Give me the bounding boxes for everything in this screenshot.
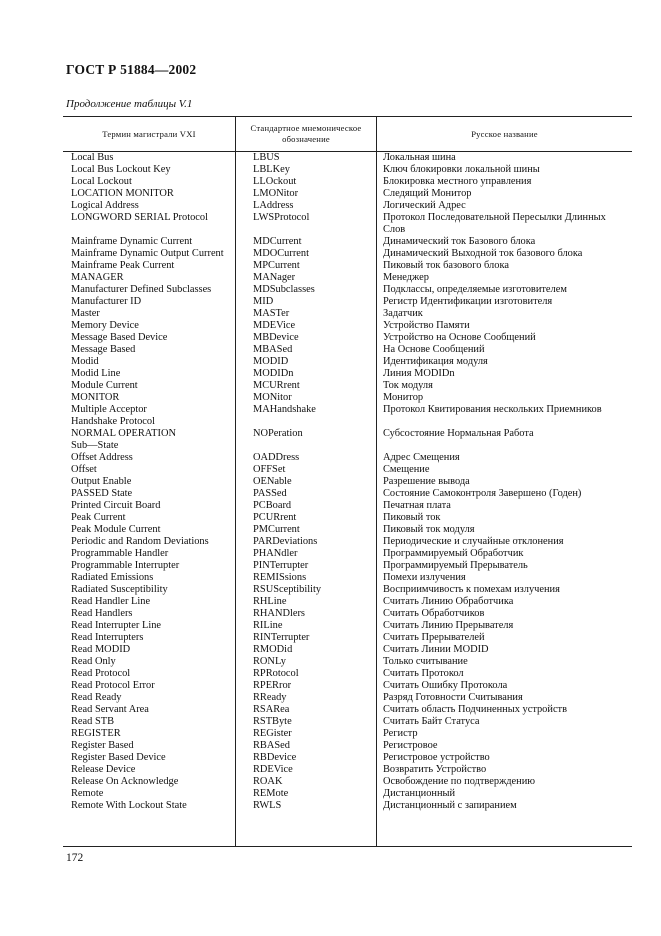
mnemonic-cell: MDEVice [253,320,296,331]
table-row [63,308,632,320]
term-cell: Radiated Susceptibility [71,584,168,595]
table-row [63,536,632,548]
term-cell: Mainframe Dynamic Current [71,236,193,247]
russian-cell: Регистр [383,728,418,739]
term-cell: Output Enable [71,476,132,487]
table-row [63,284,632,296]
russian-cell: Дистанционный [383,788,456,799]
mnemonic-cell: RSUSceptibility [253,584,322,595]
table-row [63,644,632,656]
table-row [63,452,632,464]
russian-cell: Динамический ток Базового блока [383,236,536,247]
term-cell: Peak Module Current [71,524,161,535]
term-cell: Modid Line [71,368,121,379]
table-row [63,560,632,572]
table-row [63,164,632,176]
mnemonic-cell: MDSubclasses [253,284,315,295]
table-row [63,524,632,536]
russian-cell: Помехи излучения [383,572,466,583]
mnemonic-cell: LBLKey [253,164,290,175]
term-cell: Peak Current [71,512,126,523]
table-row [63,548,632,560]
mnemonic-cell: OADDress [253,452,300,463]
terms-table [63,116,632,847]
table-row [63,608,632,620]
russian-cell: Только считывание [383,656,468,667]
column-header-mnemonic: Стандартное мнемоническое обозначение [250,123,362,144]
mnemonic-cell: MONitor [253,392,292,403]
term-cell: Offset Address [71,452,133,463]
mnemonic-cell: LWSProtocol [253,212,310,223]
russian-cell: Регистровое устройство [383,752,490,763]
mnemonic-cell: RBASed [253,740,290,751]
term-cell: Printed Circuit Board [71,500,161,511]
term-cell: Read Interrupters [71,632,144,643]
mnemonic-cell: RMODid [253,644,293,655]
table-row [63,668,632,680]
mnemonic-cell: PASSed [253,488,287,499]
russian-cell: Пиковый ток [383,512,441,523]
russian-cell: Смещение [383,464,430,475]
term-cell: Read Handler Line [71,596,151,607]
russian-cell: Динамический Выходной ток базового блока [383,248,583,259]
russian-cell: Считать Линию Прерывателя [383,620,514,631]
russian-cell: Устройство Памяти [383,320,470,331]
table-row [63,692,632,704]
term-cell: Message Based Device [71,332,168,343]
table-row [63,776,632,788]
term-cell: MONITOR [71,392,120,403]
term-cell: Manufacturer Defined Subclasses [71,284,212,295]
russian-cell: Возвратить Устройство [383,764,487,775]
table-row [63,200,632,212]
term-cell: Read MODID [71,644,131,655]
russian-cell: Считать область Подчиненных устройств [383,704,568,715]
table-row [63,152,632,164]
mnemonic-cell: RReady [253,692,287,703]
russian-cell: Ключ блокировки локальной шины [383,164,540,175]
term-cell: Local Lockout [71,176,132,187]
russian-cell: Адрес Смещения [383,452,460,463]
mnemonic-cell: MCURrent [253,380,300,391]
term-cell: Logical Address [71,200,139,211]
table-row [63,176,632,188]
term-cell: Memory Device [71,320,139,331]
term-cell: Programmable Interrupter [71,560,180,571]
mnemonic-cell: MPCurrent [253,260,300,271]
russian-cell: Восприимчивость к помехам излучения [383,584,560,595]
mnemonic-cell: RDEVice [253,764,293,775]
russian-cell: Менеджер [383,272,429,283]
mnemonic-cell: RONLy [253,656,286,667]
column-header-term: Термин магистрали VXI [102,128,196,139]
term-cell: NORMAL OPERATION Sub—State [71,428,176,451]
russian-cell: Устройство на Основе Сообщений [383,332,536,343]
term-cell: Periodic and Random Deviations [71,536,209,547]
mnemonic-cell: MODID [253,356,289,367]
mnemonic-cell: OFFSet [253,464,286,475]
term-cell: Mainframe Peak Current [71,260,175,271]
table-row [63,572,632,584]
table-row [63,368,632,380]
term-cell: Read Ready [71,692,122,703]
table-row [63,272,632,284]
table-row [63,500,632,512]
table-row [63,404,632,428]
mnemonic-cell: LMONitor [253,188,299,199]
term-cell: Release Device [71,764,136,775]
term-cell: Read Handlers [71,608,133,619]
russian-cell: Блокировка местного управления [383,176,532,187]
standard-title: ГОСТ Р 51884—2002 [66,62,197,77]
mnemonic-cell: MBDevice [253,332,299,343]
term-cell: REGISTER [71,728,121,739]
mnemonic-cell: RHANDlers [253,608,305,619]
mnemonic-cell: PINTerrupter [253,560,309,571]
russian-cell: Монитор [383,392,424,403]
mnemonic-cell: PCURrent [253,512,297,523]
term-cell: Read STB [71,716,115,727]
mnemonic-cell: PCBoard [253,500,292,511]
russian-cell: Считать Ошибку Протокола [383,680,508,691]
table-row [63,320,632,332]
table-row [63,512,632,524]
mnemonic-cell: REGister [253,728,292,739]
table-row [63,428,632,452]
table-row [63,392,632,404]
mnemonic-cell: REMISsions [253,572,307,583]
table-row [63,740,632,752]
russian-cell: Субсостояние Нормальная Работа [383,428,534,439]
russian-cell: Считать Обработчиков [383,608,485,619]
russian-cell: Идентификация модуля [383,356,488,367]
table-row [63,344,632,356]
mnemonic-cell: MANager [253,272,296,283]
russian-cell: Считать Прерывателей [383,632,485,643]
russian-cell: Пиковый ток базового блока [383,260,509,271]
term-cell: Local Bus [71,152,114,163]
mnemonic-cell: MDOCurrent [253,248,309,259]
term-cell: Offset [71,464,97,475]
table-row [63,188,632,200]
term-cell: Read Interrupter Line [71,620,162,631]
table-row [63,728,632,740]
mnemonic-cell: PARDeviations [253,536,318,547]
term-cell: Modid [71,356,99,367]
term-cell: MANAGER [71,272,124,283]
mnemonic-cell: NOPeration [253,428,303,439]
term-cell: Read Protocol [71,668,131,679]
table-row [63,236,632,248]
term-cell: Register Based Device [71,752,166,763]
term-cell: Module Current [71,380,138,391]
russian-cell: Подклассы, определяемые изготовителем [383,284,567,295]
russian-cell: Разряд Готовности Считывания [383,692,523,703]
russian-cell: Логический Адрес [383,200,466,211]
table-row [63,296,632,308]
term-cell: LOCATION MONITOR [71,188,174,199]
table-row [63,764,632,776]
table-row [63,464,632,476]
table-row [63,788,632,800]
table-row [63,620,632,632]
table-row [63,260,632,272]
table-row [63,596,632,608]
table-row [63,656,632,668]
mnemonic-cell: RPERror [253,680,292,691]
mnemonic-cell: PMCurrent [253,524,300,535]
term-cell: Register Based [71,740,134,751]
term-cell: Read Only [71,656,116,667]
mnemonic-cell: REMote [253,788,289,799]
term-cell: Mainframe Dynamic Output Current [71,248,224,259]
mnemonic-cell: RBDevice [253,752,297,763]
russian-cell: Следящий Монитор [383,188,472,199]
term-cell: Message Based [71,344,136,355]
russian-cell: Периодические и случайные отклонения [383,536,564,547]
table-body [63,152,632,812]
term-cell: Programmable Handler [71,548,169,559]
russian-cell: Регистровое [383,740,438,751]
table-row [63,716,632,728]
term-cell: Local Bus Lockout Key [71,164,171,175]
term-cell: Remote [71,788,104,799]
table-row [63,380,632,392]
page-number: 172 [66,852,84,864]
term-cell: LONGWORD SERIAL Protocol [71,212,208,223]
mnemonic-cell: OENable [253,476,292,487]
mnemonic-cell: RSTByte [253,716,292,727]
term-cell: Multiple Acceptor Handshake Protocol [71,404,155,427]
mnemonic-cell: MID [253,296,274,307]
table-row [63,212,632,236]
table-row [63,332,632,344]
mnemonic-cell: RSARea [253,704,290,715]
mnemonic-cell: MBASed [253,344,293,355]
russian-cell: Программируемый Прерыватель [383,560,528,571]
russian-cell: Локальная шина [383,152,456,163]
table-row [63,476,632,488]
term-cell: Read Protocol Error [71,680,155,691]
russian-cell: Ток модуля [383,380,433,391]
mnemonic-cell: ROAK [253,776,283,787]
russian-cell: Протокол Квитирования нескольких Приемников [383,404,602,415]
term-cell: Manufacturer ID [71,296,142,307]
column-header-russian: Русское название [471,128,538,139]
russian-cell: Освобождение по подтверждению [383,776,536,787]
russian-cell: Пиковый ток модуля [383,524,475,535]
mnemonic-cell: LLOckout [253,176,297,187]
term-cell: Read Servant Area [71,704,149,715]
table-row [63,584,632,596]
russian-cell: Программируемый Обработчик [383,548,524,559]
russian-cell: Линия MODIDn [383,368,455,379]
mnemonic-cell: LBUS [253,152,280,163]
mnemonic-cell: PHANdler [253,548,298,559]
russian-cell: Считать Байт Статуса [383,716,480,727]
table-continuation-caption: Продолжение таблицы V.1 [66,98,193,110]
russian-cell: Считать Линии MODID [383,644,489,655]
russian-cell: На Основе Сообщений [383,344,485,355]
mnemonic-cell: RHLine [253,596,287,607]
mnemonic-cell: LAddress [253,200,294,211]
russian-cell: Считать Линию Обработчика [383,596,514,607]
mnemonic-cell: RWLS [253,800,282,811]
table-row [63,248,632,260]
russian-cell: Дистанционный с запиранием [383,800,517,811]
table-row [63,632,632,644]
table-row [63,680,632,692]
russian-cell: Считать Протокол [383,668,464,679]
table-row [63,356,632,368]
russian-cell: Печатная плата [383,500,451,511]
table-row [63,800,632,812]
russian-cell: Разрешение вывода [383,476,470,487]
russian-cell: Состояние Самоконтроля Завершено (Годен) [383,488,582,499]
russian-cell: Протокол Последовательной Пересылки Длинных Слов [383,212,606,235]
mnemonic-cell: RILine [253,620,283,631]
term-cell: Release On Acknowledge [71,776,179,787]
term-cell: Radiated Emissions [71,572,154,583]
term-cell: Remote With Lockout State [71,800,187,811]
table-row [63,704,632,716]
mnemonic-cell: MODIDn [253,368,294,379]
term-cell: PASSED State [71,488,133,499]
mnemonic-cell: MASTer [253,308,290,319]
mnemonic-cell: RPRotocol [253,668,299,679]
russian-cell: Задатчик [383,308,423,319]
russian-cell: Регистр Идентификации изготовителя [383,296,553,307]
mnemonic-cell: MAHandshake [253,404,316,415]
term-cell: Master [71,308,100,319]
mnemonic-cell: RINTerrupter [253,632,310,643]
table-row [63,752,632,764]
mnemonic-cell: MDCurrent [253,236,302,247]
table-row [63,488,632,500]
